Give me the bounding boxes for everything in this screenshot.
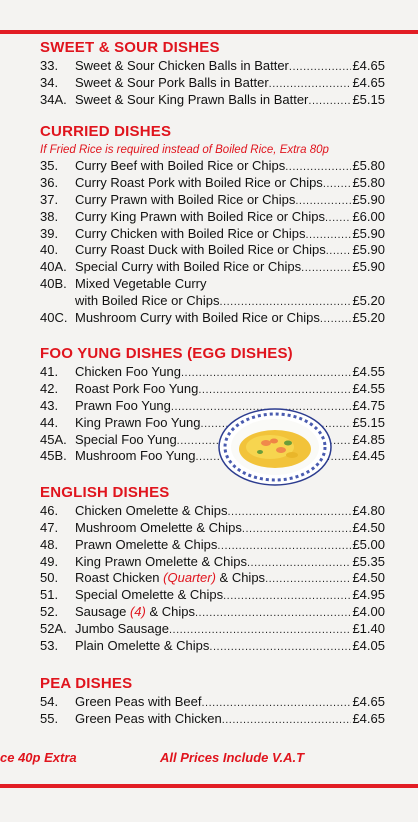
item-name bbox=[75, 364, 181, 381]
item-number: 37. bbox=[40, 191, 59, 207]
item-name bbox=[75, 158, 285, 175]
menu-item-row bbox=[40, 364, 385, 381]
dot-leader bbox=[181, 365, 351, 382]
item-price: £4.65 bbox=[352, 711, 385, 727]
item-number: 53. bbox=[40, 637, 59, 653]
menu-item-row bbox=[40, 310, 385, 327]
section-note: If Fried Rice is required instead of Boiled Rice, Extra 80p bbox=[40, 144, 329, 157]
item-number: 50. bbox=[40, 570, 59, 586]
item-name bbox=[75, 75, 269, 92]
dot-leader bbox=[325, 210, 351, 227]
menu-section bbox=[40, 122, 385, 326]
item-number: 40A. bbox=[40, 259, 67, 275]
dot-leader bbox=[201, 695, 351, 712]
dot-leader bbox=[247, 555, 351, 572]
item-name-suffix: & Chips bbox=[219, 570, 266, 586]
menu-item-row bbox=[40, 381, 385, 398]
menu-item-row bbox=[40, 570, 385, 587]
item-name-text: Mushroom Foo Yung bbox=[75, 448, 196, 464]
dot-leader bbox=[195, 605, 351, 622]
menu-item-row bbox=[40, 448, 385, 465]
item-price: £6.00 bbox=[352, 208, 385, 224]
item-name-text: Chicken Foo Yung bbox=[75, 364, 181, 380]
item-price: £5.90 bbox=[352, 191, 385, 207]
item-number: 52. bbox=[40, 603, 59, 619]
item-number: 43. bbox=[40, 397, 59, 413]
item-number: 48. bbox=[40, 536, 59, 552]
dot-leader bbox=[227, 504, 351, 521]
item-name-text: Sweet & Sour King Prawn Balls in Batter bbox=[75, 91, 309, 107]
item-number: 51. bbox=[40, 587, 59, 603]
item-number: 35. bbox=[40, 158, 59, 174]
dot-leader bbox=[217, 538, 351, 555]
item-name bbox=[75, 92, 308, 109]
item-name-text: King Prawn Omelette & Chips bbox=[75, 553, 247, 569]
foo-yung-plate-photo bbox=[218, 405, 332, 489]
section-heading: ENGLISH DISHES bbox=[40, 484, 170, 502]
dot-leader bbox=[169, 622, 352, 639]
item-name-text: Curry Chicken with Boiled Rice or Chips bbox=[75, 225, 306, 241]
item-number: 52A. bbox=[40, 620, 67, 636]
menu-item-row bbox=[40, 694, 385, 711]
item-name bbox=[75, 638, 209, 655]
item-name-text: Curry King Prawn with Boiled Rice or Chips bbox=[75, 208, 325, 224]
section-spacer bbox=[40, 108, 385, 122]
dot-leader bbox=[209, 639, 351, 656]
item-name bbox=[75, 175, 323, 192]
menu-content bbox=[40, 38, 385, 728]
item-name-text: Special Foo Yung bbox=[75, 431, 177, 447]
menu-item-row bbox=[40, 554, 385, 571]
item-price: £4.55 bbox=[352, 364, 385, 380]
menu-item-row bbox=[40, 75, 385, 92]
menu-item-row bbox=[40, 537, 385, 554]
item-name bbox=[75, 310, 320, 327]
item-name-text: Mixed Vegetable Curry bbox=[75, 275, 207, 291]
footer-note-left: ce 40p Extra bbox=[0, 750, 77, 765]
item-price: £4.00 bbox=[352, 603, 385, 619]
item-name-text: Plain Omelette & Chips bbox=[75, 637, 210, 653]
item-name bbox=[75, 415, 201, 432]
item-name bbox=[75, 570, 265, 587]
menu-item-row bbox=[40, 158, 385, 175]
item-name bbox=[75, 432, 177, 449]
footer-vat-note: All Prices Include V.A.T bbox=[160, 750, 305, 765]
menu-item-row bbox=[40, 209, 385, 226]
menu-item-row bbox=[40, 226, 385, 243]
item-number: 44. bbox=[40, 414, 59, 430]
item-name-text: Curry Beef with Boiled Rice or Chips bbox=[75, 158, 286, 174]
item-price: £5.15 bbox=[352, 414, 385, 430]
item-number: 34. bbox=[40, 74, 59, 90]
item-price: £4.50 bbox=[352, 570, 385, 586]
item-price: £5.00 bbox=[352, 536, 385, 552]
item-name-text: Roast Pork Foo Yung bbox=[75, 381, 199, 397]
item-name-text: with Boiled Rice or Chips bbox=[75, 292, 220, 308]
menu-section bbox=[40, 674, 385, 728]
item-name-text: Chicken Omelette & Chips bbox=[75, 503, 228, 519]
item-number: 54. bbox=[40, 694, 59, 710]
item-name bbox=[75, 381, 198, 398]
item-name-text: Prawn Foo Yung bbox=[75, 397, 171, 413]
item-name bbox=[75, 448, 195, 465]
item-number: 47. bbox=[40, 519, 59, 535]
item-price: £5.90 bbox=[352, 225, 385, 241]
item-name bbox=[75, 276, 207, 293]
item-number: 45B. bbox=[40, 448, 67, 464]
menu-section bbox=[40, 38, 385, 108]
item-number: 33. bbox=[40, 58, 59, 73]
item-name-text: Mushroom Curry with Boiled Rice or Chips bbox=[75, 309, 320, 325]
menu-item-row bbox=[40, 192, 385, 209]
item-price: £4.05 bbox=[352, 637, 385, 653]
menu-item-row bbox=[40, 621, 385, 638]
item-name bbox=[75, 293, 220, 310]
item-number: 36. bbox=[40, 175, 59, 191]
item-name bbox=[75, 604, 195, 621]
menu-item-row bbox=[40, 276, 385, 293]
item-number: 40B. bbox=[40, 275, 67, 291]
dot-leader bbox=[301, 260, 351, 277]
item-price: £4.80 bbox=[352, 503, 385, 519]
item-name-text: Curry Roast Pork with Boiled Rice or Chips bbox=[75, 175, 323, 191]
item-number: 40C. bbox=[40, 309, 68, 325]
item-price: £5.80 bbox=[352, 175, 385, 191]
footer bbox=[0, 750, 418, 768]
item-name-text: Sweet & Sour Pork Balls in Batter bbox=[75, 74, 269, 90]
item-price: £5.90 bbox=[352, 242, 385, 258]
section-spacer bbox=[40, 654, 385, 674]
item-name bbox=[75, 711, 222, 728]
item-number: 42. bbox=[40, 381, 59, 397]
item-name-text: Mushroom Omelette & Chips bbox=[75, 519, 242, 535]
item-price: £1.40 bbox=[352, 620, 385, 636]
dot-leader bbox=[295, 193, 351, 210]
item-name-text: Special Curry with Boiled Rice or Chips bbox=[75, 259, 302, 275]
bottom-red-rule bbox=[0, 784, 418, 788]
item-name bbox=[75, 398, 171, 415]
dot-leader bbox=[308, 93, 351, 110]
dot-leader bbox=[289, 59, 352, 76]
section-spacer bbox=[40, 326, 385, 344]
dot-leader bbox=[323, 176, 352, 193]
item-name-text: Roast Chicken bbox=[75, 570, 160, 586]
item-name bbox=[75, 242, 326, 259]
item-name bbox=[75, 537, 217, 554]
item-price: £5.80 bbox=[352, 158, 385, 174]
item-price: £5.20 bbox=[352, 292, 385, 308]
section-heading: PEA DISHES bbox=[40, 675, 133, 693]
dot-leader bbox=[269, 76, 352, 93]
dot-leader bbox=[265, 571, 351, 588]
item-name-suffix: & Chips bbox=[149, 603, 195, 619]
menu-item-row bbox=[40, 92, 385, 109]
menu-item-row bbox=[40, 259, 385, 276]
item-name bbox=[75, 58, 289, 75]
menu-item-row bbox=[40, 587, 385, 604]
section-heading: SWEET & SOUR DISHES bbox=[40, 39, 220, 56]
item-price: £5.90 bbox=[352, 259, 385, 275]
menu-item-row bbox=[40, 398, 385, 415]
menu-item-row bbox=[40, 604, 385, 621]
item-price: £4.55 bbox=[352, 381, 385, 397]
item-price: £4.50 bbox=[352, 519, 385, 535]
dot-leader bbox=[320, 311, 352, 328]
menu-item-row bbox=[40, 520, 385, 537]
item-price: £4.85 bbox=[352, 431, 385, 447]
item-name-text: Special Omelette & Chips bbox=[75, 587, 224, 603]
item-price: £4.95 bbox=[352, 587, 385, 603]
item-name bbox=[75, 587, 223, 604]
item-price: £4.65 bbox=[352, 694, 385, 710]
item-name bbox=[75, 226, 305, 243]
section-spacer bbox=[40, 465, 385, 483]
item-price: £4.65 bbox=[352, 58, 385, 73]
top-red-rule bbox=[0, 30, 418, 34]
item-name bbox=[75, 554, 247, 571]
menu-item-row bbox=[40, 432, 385, 449]
menu-item-row bbox=[40, 503, 385, 520]
dot-leader bbox=[326, 243, 352, 260]
dot-leader bbox=[223, 588, 351, 605]
item-number: 45A. bbox=[40, 431, 67, 447]
menu-item-row bbox=[40, 58, 385, 75]
menu-item-row bbox=[40, 242, 385, 259]
menu-item-row bbox=[40, 711, 385, 728]
item-price: £5.20 bbox=[352, 309, 385, 325]
dot-leader bbox=[198, 382, 351, 399]
dot-leader bbox=[242, 521, 352, 538]
item-name bbox=[75, 520, 242, 537]
item-name-text: Curry Roast Duck with Boiled Rice or Chips bbox=[75, 242, 326, 258]
item-name bbox=[75, 503, 227, 520]
item-number: 46. bbox=[40, 503, 59, 519]
item-number: 40. bbox=[40, 242, 59, 258]
item-number: 34A. bbox=[40, 91, 67, 107]
dot-leader bbox=[220, 294, 352, 311]
item-name-text: Green Peas with Chicken bbox=[75, 711, 222, 727]
item-number: 49. bbox=[40, 553, 59, 569]
item-name bbox=[75, 192, 295, 209]
item-price: £4.75 bbox=[352, 397, 385, 413]
menu-item-row bbox=[40, 175, 385, 192]
dot-leader bbox=[222, 712, 352, 729]
item-name bbox=[75, 694, 201, 711]
item-number: 39. bbox=[40, 225, 59, 241]
item-number: 55. bbox=[40, 711, 59, 727]
item-name-text: Green Peas with Beef bbox=[75, 694, 202, 710]
item-price: £4.45 bbox=[352, 448, 385, 464]
item-name-text: Sweet & Sour Chicken Balls in Batter bbox=[75, 58, 289, 73]
item-name-highlight: (Quarter) bbox=[163, 570, 216, 586]
item-number: 41. bbox=[40, 364, 59, 380]
item-name-text: Jumbo Sausage bbox=[75, 620, 169, 636]
item-name bbox=[75, 259, 301, 276]
menu-item-row bbox=[40, 638, 385, 655]
dot-leader bbox=[305, 227, 351, 244]
item-name-text: Curry Prawn with Boiled Rice or Chips bbox=[75, 191, 296, 207]
item-name-text: Prawn Omelette & Chips bbox=[75, 536, 218, 552]
item-price: £5.15 bbox=[352, 91, 385, 107]
menu-item-row bbox=[40, 293, 385, 310]
item-number: 38. bbox=[40, 208, 59, 224]
menu-section bbox=[40, 483, 385, 654]
item-price: £5.35 bbox=[352, 553, 385, 569]
menu-section bbox=[40, 344, 385, 465]
item-name-text: Sausage bbox=[75, 603, 127, 619]
item-name-highlight: (4) bbox=[129, 603, 146, 619]
item-name-text: King Prawn Foo Yung bbox=[75, 414, 201, 430]
item-name bbox=[75, 621, 169, 638]
item-name bbox=[75, 209, 325, 226]
section-heading: CURRIED DISHES bbox=[40, 123, 172, 141]
dot-leader bbox=[285, 159, 351, 176]
section-heading: FOO YUNG DISHES (EGG DISHES) bbox=[40, 345, 293, 363]
menu-item-row bbox=[40, 415, 385, 432]
item-price: £4.65 bbox=[352, 74, 385, 90]
